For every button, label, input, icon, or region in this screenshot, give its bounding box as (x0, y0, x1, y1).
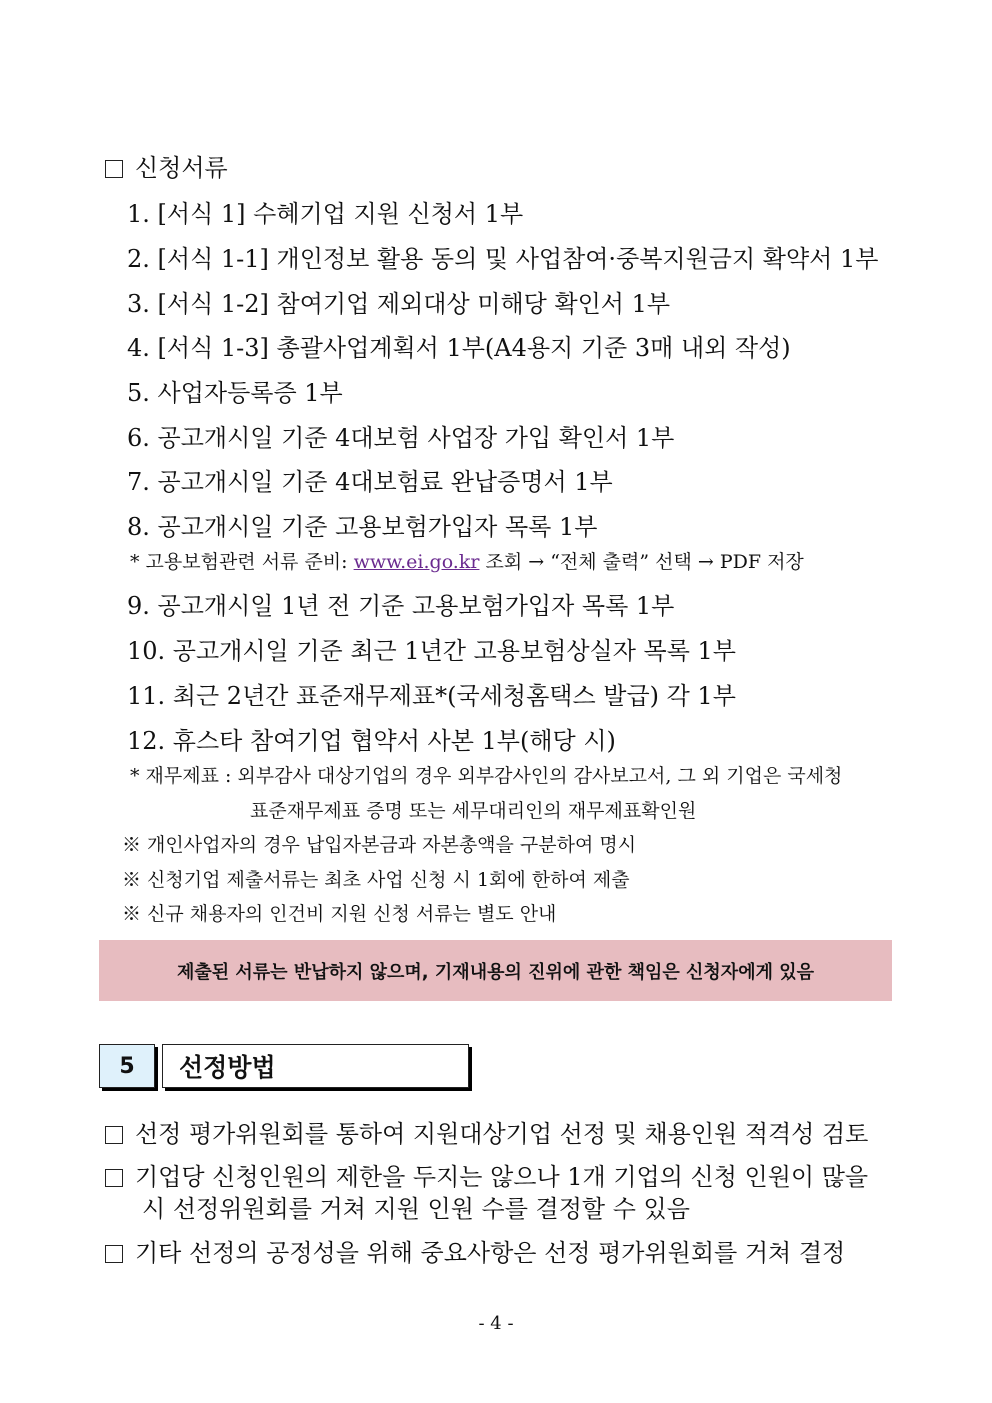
paragraph-continuation: 시 선정위원회를 거쳐 지원 인원 수를 결정할 수 있음 (142, 1195, 690, 1223)
ei-note (130, 547, 804, 574)
page-number: - 4 - (478, 1313, 514, 1334)
docs-heading (105, 148, 228, 183)
reference-note: ※ 신규 채용자의 인건비 지원 신청 서류는 별도 안내 (122, 903, 557, 925)
ei-note-prefix: * 고용보험관련 서류 준비: (130, 551, 354, 573)
list-item: 4. [서식 1-3] 총괄사업계획서 1부(A4용지 기준 3매 내외 작성) (127, 334, 791, 362)
list-item: 6. 공고개시일 기준 4대보험 사업장 가입 확인서 1부 (127, 424, 675, 452)
checkbox-icon (105, 1126, 123, 1144)
paragraph (105, 1233, 845, 1268)
list-item: 11. 최근 2년간 표준재무제표*(국세청홈택스 발급) 각 1부 (127, 682, 736, 710)
notice-banner (99, 940, 892, 1001)
docs-heading-label: 신청서류 (135, 154, 228, 182)
paragraph (105, 1114, 868, 1149)
list-item: 12. 휴스타 참여기업 협약서 사본 1부(해당 시) (127, 727, 616, 755)
financial-note: * 재무제표 : 외부감사 대상기업의 경우 외부감사인의 감사보고서, 그 외 기업은 국세청 (130, 765, 843, 787)
section-title (162, 1044, 469, 1088)
checkbox-icon (105, 1245, 123, 1263)
list-item: 10. 공고개시일 기준 최근 1년간 고용보험상실자 목록 1부 (127, 637, 736, 665)
section-title-text: 선정방법 (179, 1053, 276, 1082)
checkbox-icon (105, 160, 123, 178)
ei-note-suffix: 조회 → “전체 출력” 선택 → PDF 저장 (479, 551, 804, 573)
paragraph-text: 선정 평가위원회를 통하여 지원대상기업 선정 및 채용인원 적격성 검토 (135, 1120, 869, 1148)
reference-note: ※ 신청기업 제출서류는 최초 사업 신청 시 1회에 한하여 제출 (122, 869, 630, 891)
paragraph (105, 1157, 868, 1192)
list-item: 2. [서식 1-1] 개인정보 활용 동의 및 사업참여·중복지원금지 확약서 1부 (127, 245, 879, 273)
list-item: 9. 공고개시일 1년 전 기준 고용보험가입자 목록 1부 (127, 592, 675, 620)
list-item: 3. [서식 1-2] 참여기업 제외대상 미해당 확인서 1부 (127, 290, 671, 318)
list-item: 1. [서식 1] 수혜기업 지원 신청서 1부 (127, 200, 524, 228)
section-number: 5 (99, 1044, 155, 1088)
financial-note-cont: 표준재무제표 증명 또는 세무대리인의 재무제표확인원 (250, 800, 697, 822)
list-item: 8. 공고개시일 기준 고용보험가입자 목록 1부 (127, 513, 598, 541)
paragraph-text: 기타 선정의 공정성을 위해 중요사항은 선정 평가위원회를 거쳐 결정 (135, 1239, 846, 1267)
reference-note: ※ 개인사업자의 경우 납입자본금과 자본총액을 구분하여 명시 (122, 834, 637, 856)
checkbox-icon (105, 1169, 123, 1187)
ei-link[interactable]: www.ei.go.kr (353, 551, 480, 573)
paragraph-text: 기업당 신청인원의 제한을 두지는 않으나 1개 기업의 신청 인원이 많을 (135, 1163, 869, 1191)
list-item: 5. 사업자등록증 1부 (127, 379, 343, 407)
notice-banner-text: 제출된 서류는 반납하지 않으며, 기재내용의 진위에 관한 책임은 신청자에게 있음 (176, 961, 815, 983)
list-item: 7. 공고개시일 기준 4대보험료 완납증명서 1부 (127, 468, 613, 496)
